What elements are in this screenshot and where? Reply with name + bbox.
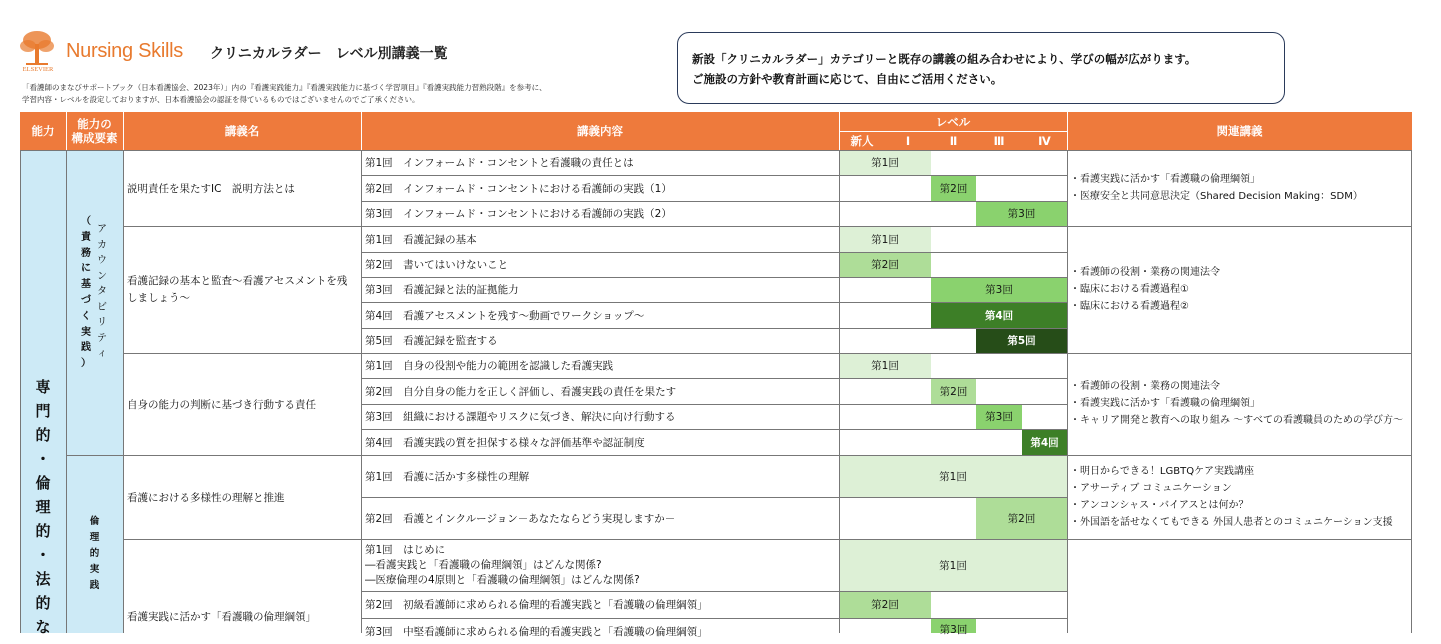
element-char: （ — [81, 216, 91, 227]
level-bar: 第4回 — [1022, 429, 1067, 455]
lecture-content: 第1回 看護に活かす多様性の理解 — [365, 470, 530, 483]
lecture-content: 第4回 看護アセスメントを残す～動画でワークショップ～ — [365, 309, 645, 322]
note-line: 学習内容・レベルを設定しておりますが、日本看護協会の認証を得ているものではございませんのでご了承ください。 — [22, 95, 420, 104]
element-accountability-col2 — [95, 222, 109, 362]
lecture-content: 第1回 看護記録の基本 — [365, 233, 477, 246]
grid-line — [66, 150, 67, 633]
level-bar: 第2回 — [976, 497, 1067, 539]
element-char: 実 — [81, 326, 91, 338]
grid-line — [20, 150, 1412, 151]
grid-line — [20, 150, 21, 633]
col-header-content: 講義内容 — [361, 112, 839, 150]
ability-char: 理 — [35, 498, 51, 516]
lecture-content: 第2回 インフォームド・コンセントにおける看護師の実践（1） — [365, 182, 672, 195]
element-char: 実 — [89, 564, 100, 575]
level-bar: 第1回 — [839, 539, 1067, 591]
lecture-content: 第3回 インフォームド・コンセントにおける看護師の実践（2） — [365, 208, 672, 220]
brand-name: Nursing Skills — [66, 40, 183, 62]
level-bar: 第4回 — [931, 302, 1067, 328]
level-header-3: Ⅲ — [976, 131, 1022, 150]
level-bar: 第3回 — [931, 277, 1067, 302]
lecture-name: 看護における多様性の理解と推進 — [127, 491, 285, 504]
col-header-level: レベル — [839, 112, 1067, 131]
element-char: く — [81, 310, 91, 322]
note-line: 「看護師のまなびサポートブック（日本看護協会、2023年）」内の『看護実践能力』『看護実践能力に基づく学習項目』『看護実践能力習熟段階』を参考に、 — [22, 83, 547, 92]
related-lectures — [1067, 463, 1412, 531]
lecture-name: 看護記録の基本と監査～看護アセスメントを残しましょう～ — [127, 274, 348, 304]
ability-char: 門 — [35, 402, 51, 420]
related-lectures — [1067, 264, 1412, 315]
ability-char: ・ — [35, 546, 51, 564]
lecture-content: 第3回 中堅看護師に求められる倫理的看護実践と「看護職の倫理綱領」 — [365, 625, 708, 638]
level-bar: 第3回 — [931, 618, 976, 633]
lecture-content — [361, 539, 839, 591]
level-bar: 第2回 — [931, 175, 976, 201]
level-header-1: Ⅰ — [885, 131, 931, 150]
element-char: 践 — [89, 580, 100, 591]
content-line: ―看護実践と「看護職の倫理綱領」はどんな関係? — [365, 558, 602, 571]
level-bar: 第5回 — [976, 328, 1067, 353]
element-char: づ — [81, 294, 91, 306]
lecture-content: 第4回 看護実践の質を担保する様々な評価基準や認証制度 — [365, 436, 645, 449]
ability-cell — [20, 150, 66, 636]
ability-char: 的 — [35, 522, 51, 540]
grid-line — [361, 201, 1067, 202]
level-bar: 第3回 — [976, 404, 1022, 429]
ability-char: 的 — [35, 426, 51, 444]
content-line: ―医療倫理の4原則と「看護職の倫理綱領」はどんな関係? — [365, 573, 640, 586]
element-char: 基 — [81, 279, 91, 291]
col-header-element-line2: 構成要素 — [71, 131, 118, 145]
related-item: ・看護師の役割・業務の関連法令 — [1070, 381, 1220, 392]
element-char: テ — [97, 332, 107, 344]
header-divider — [1067, 112, 1068, 150]
content-line: 第1回 はじめに — [365, 543, 446, 556]
lecture-name: 説明責任を果たすIC 説明方法とは — [127, 182, 295, 195]
ability-char: 的 — [35, 594, 51, 612]
related-item: ・看護実践に活かす「看護職の倫理綱領」 — [1070, 174, 1260, 185]
col-header-lecture: 講義名 — [123, 112, 361, 150]
col-header-element-line1: 能力の — [77, 117, 112, 131]
grid-line — [361, 378, 1067, 379]
grid-line — [361, 591, 1067, 592]
grid-line — [123, 539, 1412, 540]
element-char: リ — [97, 317, 107, 328]
col-header-element — [66, 112, 123, 150]
header-divider — [839, 131, 1067, 132]
grid-line — [1067, 150, 1068, 633]
level-bar: 第1回 — [839, 353, 931, 378]
element-char: 的 — [89, 548, 100, 559]
element-char: ビ — [97, 301, 107, 313]
element-char: カ — [97, 239, 107, 251]
level-bar: 第1回 — [839, 226, 931, 252]
callout-line: ご施設の方針や教育計画に応じて、自由にご活用ください。 — [692, 72, 1003, 86]
related-item: ・キャリア開発と教育への取り組み ～すべての看護職員のための学び方～ — [1070, 415, 1403, 426]
related-item: ・明日からできる！LGBTQケア実践講座 — [1070, 466, 1255, 477]
level-bar: 第1回 — [839, 150, 931, 175]
lecture-content: 第3回 組織における課題やリスクに気づき、解決に向け行動する — [365, 411, 676, 423]
level-bar: 第3回 — [976, 201, 1067, 226]
element-char: 倫 — [89, 516, 100, 527]
lecture-name: 自身の能力の判断に基づき行動する責任 — [127, 398, 316, 411]
related-item: ・アンコンシャス・バイアスとは何か？ — [1070, 500, 1249, 511]
ability-char: 倫 — [35, 474, 51, 492]
col-header-related: 関連講義 — [1067, 112, 1412, 150]
header-divider — [66, 112, 67, 150]
element-accountability-col1 — [79, 214, 93, 372]
related-lectures — [1067, 378, 1412, 429]
element-char: ） — [81, 358, 91, 370]
ability-char: な — [35, 618, 51, 636]
lecture-content: 第2回 書いてはいけないこと — [365, 259, 509, 271]
related-item: ・看護実践に活かす「看護職の倫理綱領」 — [1070, 398, 1260, 409]
lecture-content: 第1回 自身の役割や能力の範囲を認識した看護実践 — [365, 360, 614, 372]
lecture-content: 第5回 看護記録を監査する — [365, 335, 498, 347]
grid-line — [361, 302, 1067, 303]
lecture-content: 第2回 初級看護師に求められる倫理的看護実践と「看護職の倫理綱領」 — [365, 599, 708, 611]
level-bar: 第2回 — [839, 252, 931, 277]
grid-line — [66, 455, 1412, 456]
related-lectures — [1067, 171, 1412, 205]
callout-line: 新設「クリニカルラダー」カテゴリーと既存の講義の組み合わせにより、学びの幅が広がります。 — [692, 52, 1197, 66]
element-char: ィ — [97, 348, 107, 359]
lecture-name: 看護実践に活かす「看護職の倫理綱領」 — [127, 610, 316, 623]
level-bar: 第1回 — [839, 455, 1067, 497]
element-char: 責 — [81, 231, 91, 243]
grid-line — [361, 252, 1067, 253]
grid-line — [123, 353, 1412, 354]
lecture-content: 第3回 看護記録と法的証拠能力 — [365, 284, 519, 296]
element-char: 理 — [89, 532, 100, 543]
ability-char: 法 — [35, 570, 51, 588]
grid-line — [361, 404, 1067, 405]
element-ethics-cell — [66, 455, 123, 633]
header-divider — [361, 112, 362, 150]
element-char: ウ — [97, 255, 107, 266]
element-char: 践 — [81, 342, 91, 354]
related-item: ・臨床における看護過程① — [1070, 284, 1189, 295]
related-item: ・臨床における看護過程② — [1070, 301, 1189, 312]
related-item: ・アサーティブ コミュニケーション — [1070, 483, 1232, 494]
grid-line — [123, 226, 1412, 227]
level-bar: 第2回 — [931, 378, 976, 404]
grid-line — [839, 150, 840, 633]
grid-line — [361, 277, 1067, 278]
element-char: に — [81, 263, 91, 275]
element-char: ア — [97, 224, 107, 235]
lecture-content: 第2回 看護とインクルージョン－あなたならどう実現しますか－ — [365, 512, 676, 525]
grid-line — [361, 175, 1067, 176]
lecture-content: 第2回 自分自身の能力を正しく評価し、看護実践の責任を果たす — [365, 385, 677, 398]
header-divider — [123, 112, 124, 150]
col-header-ability: 能力 — [20, 112, 66, 150]
element-char: タ — [97, 286, 107, 297]
related-item: ・外国語を話せなくてもできる 外国人患者とのコミュニケーション支援 — [1070, 517, 1393, 528]
grid-line — [361, 618, 1067, 619]
related-item: ・医療安全と共同意思決定（Shared Decision Making：SDM） — [1070, 191, 1363, 202]
grid-line — [361, 497, 1067, 498]
level-bar: 第2回 — [839, 591, 931, 618]
grid-line — [361, 150, 362, 633]
page-title: クリニカルラダー レベル別講義一覧 — [210, 46, 448, 62]
ability-char: 専 — [35, 378, 51, 396]
header-divider — [839, 112, 840, 150]
grid-line — [123, 150, 124, 633]
grid-line — [361, 328, 1067, 329]
level-header-2: Ⅱ — [931, 131, 976, 150]
level-header-new: 新人 — [839, 131, 885, 150]
element-char: 務 — [81, 247, 91, 259]
grid-line — [1411, 150, 1412, 633]
element-char: ン — [97, 270, 107, 282]
element-accountability-cell — [66, 150, 123, 455]
grid-line — [361, 429, 1067, 430]
logo-text: ELSEVIER — [22, 66, 54, 72]
related-item: ・看護師の役割・業務の関連法令 — [1070, 267, 1220, 278]
ability-char: ・ — [35, 450, 51, 468]
level-header-4: Ⅳ — [1022, 131, 1067, 150]
lecture-content: 第1回 インフォームド・コンセントと看護職の責任とは — [365, 157, 634, 169]
